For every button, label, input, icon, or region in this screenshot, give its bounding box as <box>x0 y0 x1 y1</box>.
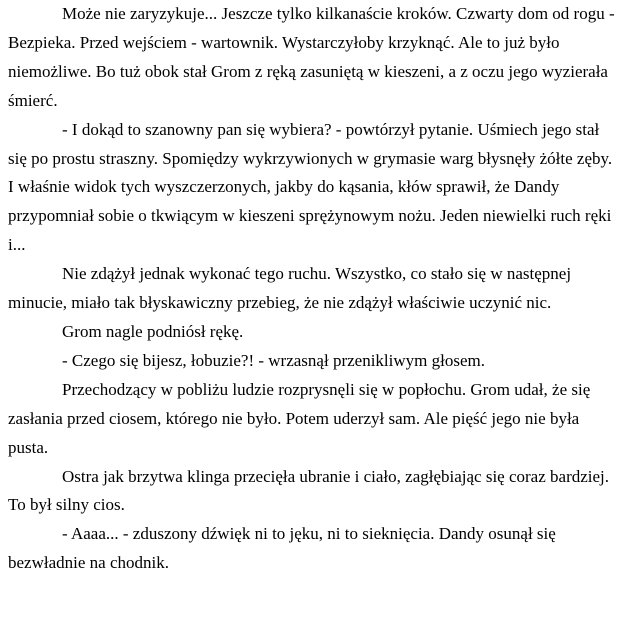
paragraph-dialogue-3: - Aaaa... - zduszony dźwięk ni to jęku, ni to sieknięcia. Dandy osunął się bezwładnie na chodnik. <box>8 524 556 573</box>
paragraph-narration-2: Nie zdążył jednak wykonać tego ruchu. Wszystko, co stało się w następnej minucie, miało tak błyskawiczny przebieg, że nie zdążył właściwie uczynić nic. <box>8 264 572 313</box>
paragraph-narration-3: Grom nagle podniósł rękę. <box>62 321 244 341</box>
paragraph-dialogue-2: - Czego się bijesz, łobuzie?! - wrzasnął przenikliwym głosem. <box>62 350 485 370</box>
paragraph-narration-5: Ostra jak brzytwa klinga przecięła ubranie i ciało, zagłębiając się coraz bardziej. To był silny cios. <box>8 466 610 515</box>
paragraph-narration-4: Przechodzący w pobliżu ludzie rozprysnęli się w popłochu. Grom udał, że się zasłania przed ciosem, którego nie było. Potem uderzył sam. Ale pięść jego nie była pusta. <box>8 379 591 457</box>
paragraph-dialogue-1: - I dokąd to szanowny pan się wybiera? - powtórzył pytanie. Uśmiech jego stał się po prostu straszny. Spomiędzy wykrzywionych w grymasie warg błysnęły żółte zęby. I właśnie widok tych wyszczerzonych, jakby do kąsania, kłów sprawił, że Dandy przypomniał sobie o tkwiącym w kieszeni sprężynowym nożu. Jeden niewielki ruch ręki i... <box>8 119 613 255</box>
paragraph-narration-1: Może nie zaryzykuje... Jeszcze tylko kilkanaście kroków. Czwarty dom od rogu - Bezpieka. Przed wejściem - wartownik. Wystarczyłoby krzyknąć. Ale to już było niemożliwe. Bo tuż obok stał Grom z ręką zasuniętą w kieszeni, a z oczu jego wyzierała śmierć. <box>8 4 615 110</box>
